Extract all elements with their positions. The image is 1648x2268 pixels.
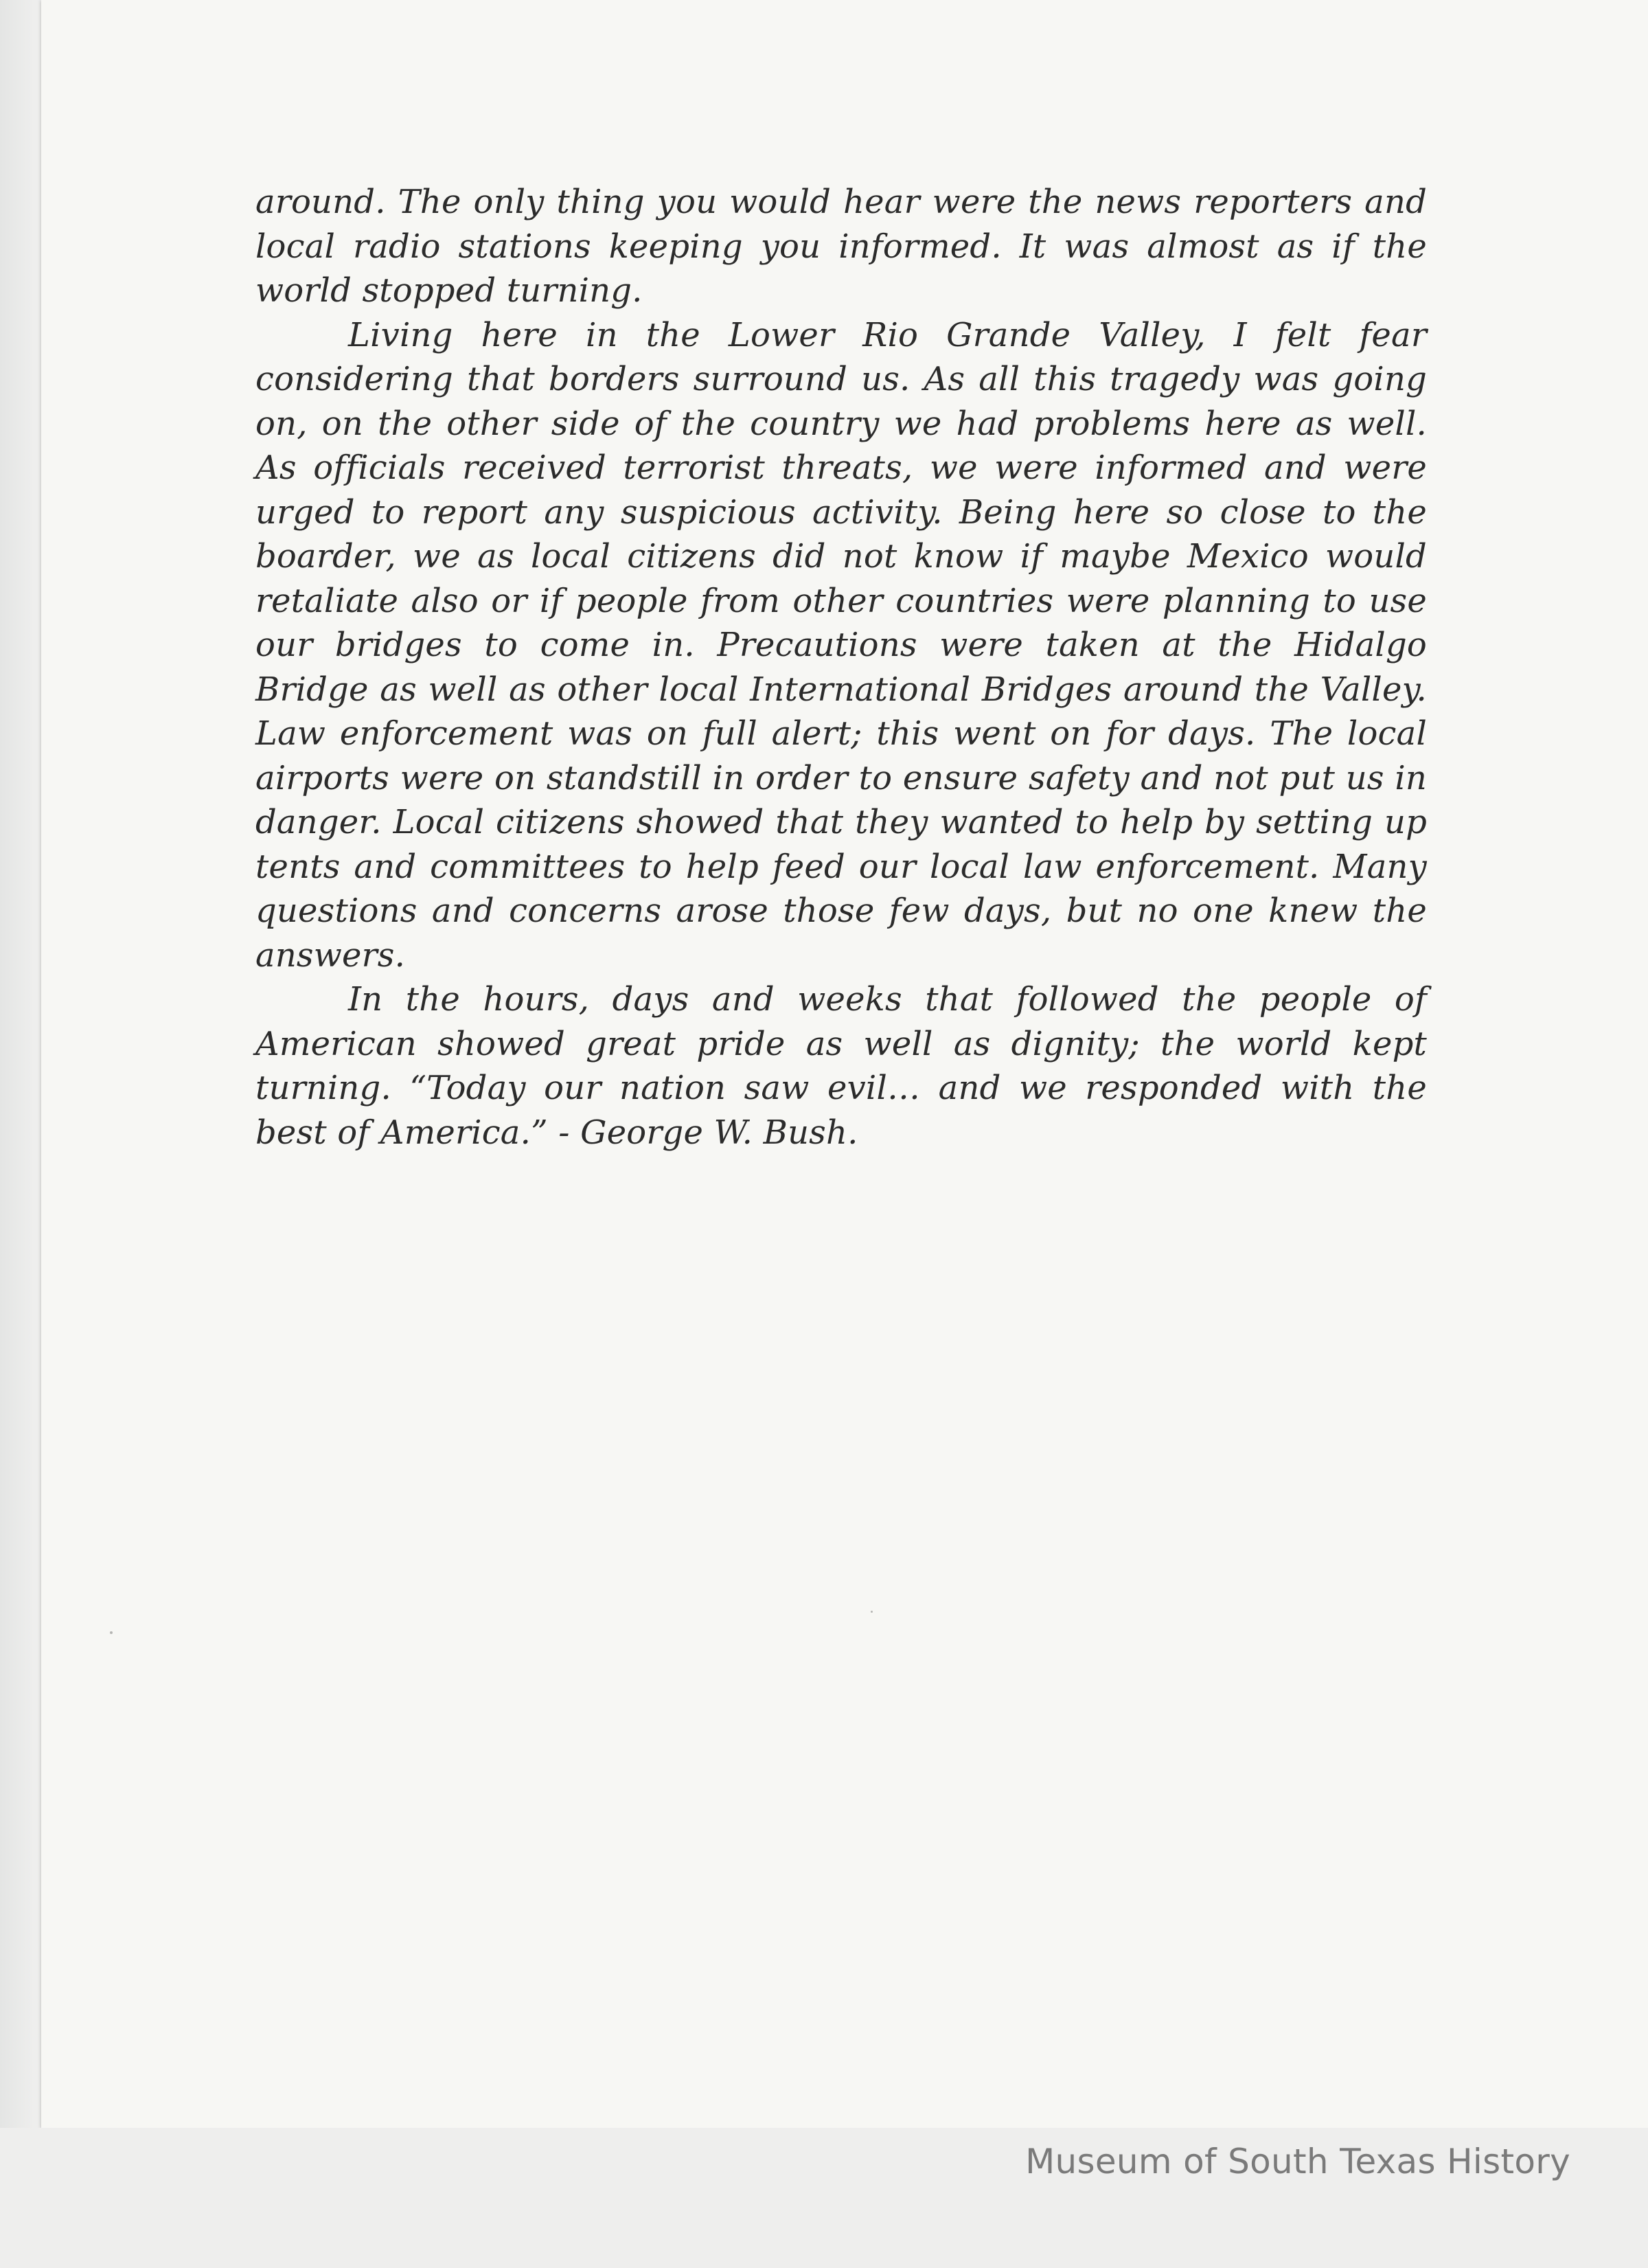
museum-credit: Museum of South Texas History (1025, 2142, 1570, 2181)
paper-speck (110, 1631, 113, 1634)
paragraph-rio-grande-valley: Living here in the Lower Rio Grande Valley, I felt fear considering that borders surround us. As all this tragedy was going on, on the other side of the country we had problems here as well. As officials received terrorist threats, we were informed and were urged to report any suspicious activity. Being here so close to the boarder, we as local citizens did not know if maybe Mexico would retaliate also or if people from other countries were planning to use our bridges to come in. Precautions were taken at the Hidalgo Bridge as well as other local International Bridges around the Valley. Law enforcement was on full alert; this went on for days. The local airports were on standstill in order to ensure safety and not put us in danger. Local citizens showed that they wanted to help by setting up tents and committees to help feed our local law enforcement. Many questions and concerns arose those few days, but no one knew the answers. (255, 315, 1427, 975)
letter-body (255, 180, 1427, 1155)
paragraph-continuation: around. The only thing you would hear were the news reporters and local radio stations keeping you informed. It was almost as if the world stopped turning. (255, 183, 1427, 310)
paragraph-closing-quote: In the hours, days and weeks that followed the people of American showed great pride as well as dignity; the world kept turning. “Today our nation saw evil… and we responded with the best of America.” - George W. Bush. (255, 980, 1427, 1152)
paper-speck (871, 1611, 873, 1613)
